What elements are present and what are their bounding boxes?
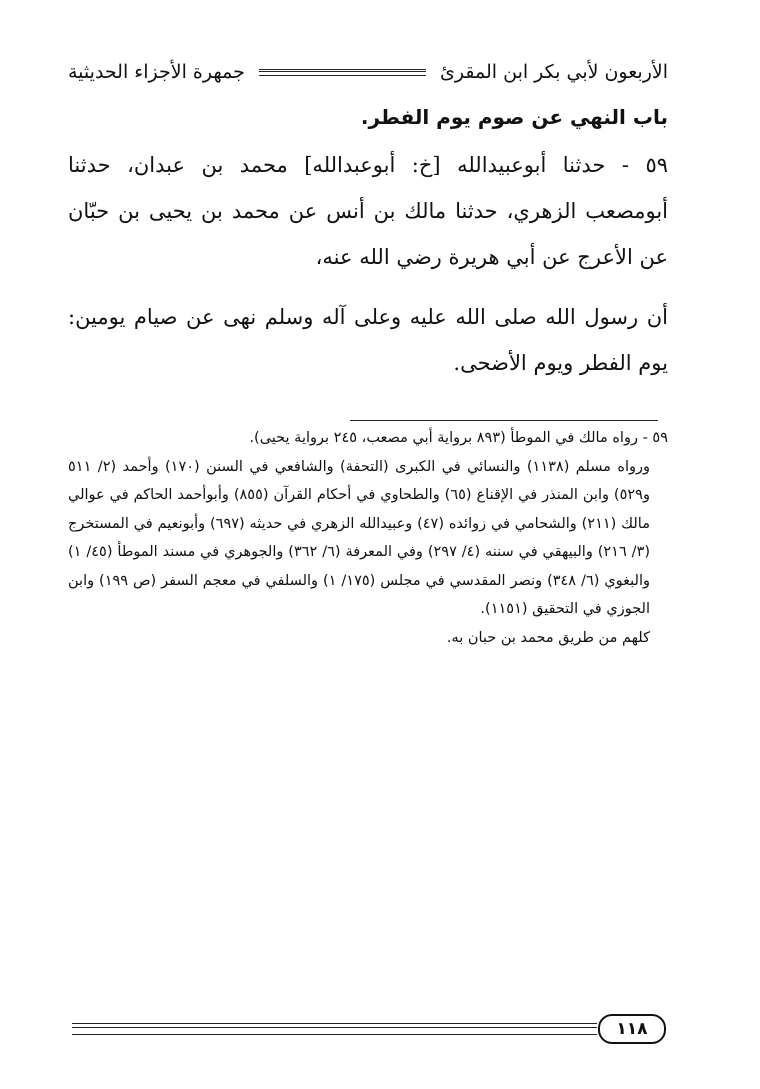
footnotes — [68, 424, 668, 652]
footnote-source: ٥٩ - رواه مالك في الموطأ (٨٩٣ برواية أبي مصعب، ٢٤٥ برواية يحيى). — [249, 430, 668, 446]
footnote-conclusion: كلهم من طريق محمد بن حبان به. — [446, 629, 650, 646]
footnote-takhrij: ورواه مسلم (١١٣٨) والنسائي في الكبرى (التحفة) والشافعي في السنن (١٧٠) وأحمد (٢/ ٥١١ و٥٢٩) وابن المنذر في الإقناع (٦٥) والطحاوي في أحكام القرآن (٨٥٥) وأبوأحمد الحاكم في عوالي مالك (٢١١) والشحامي في زوائده (٤٧) وعبيدالله الزهري في حديثه (٦٩٧) وأبونعيم في المستخرج (٣/ ٢١٦) والبيهقي في سننه (٤/ ٢٩٧) وفي المعرفة (٦/ ٣٦٢) والجوهري في مسند الموطأ (٤٥/ ١) والبغوي (٦/ ٣٤٨) ونصر المقدسي في مجلس (١٧٥/ ١) والسلفي في معجم السفر (ص ١٩٩) وابن الجوزي في التحقيق (١١٥١). — [68, 458, 651, 617]
footer-rule — [72, 1023, 597, 1035]
running-header — [68, 52, 668, 92]
footnote-separator — [350, 420, 658, 421]
chapter-heading: باب النهي عن صوم يوم الفطر. — [360, 105, 668, 129]
page-number: ١١٨ — [598, 1014, 666, 1044]
series-title: جمهرة الأجزاء الحديثية — [68, 61, 245, 83]
matn-paragraph: أن رسول الله صلى الله عليه وعلى آله وسلم نهى عن صيام يومين: يوم الفطر ويوم الأضحى. — [68, 305, 668, 375]
book-title: الأربعون لأبي بكر ابن المقرئ — [440, 61, 668, 83]
isnad-paragraph: ٥٩ - حدثنا أبوعبيدالله [خ: أبوعبدالله] محمد بن عبدان، حدثنا أبومصعب الزهري، حدثنا مالك بن أنس عن محمد بن يحيى بن حبّان عن الأعرج عن أبي هريرة رضي الله عنه، — [68, 153, 668, 269]
hadith-text — [68, 142, 668, 386]
header-rule — [259, 69, 426, 76]
page-footer — [72, 1014, 668, 1044]
